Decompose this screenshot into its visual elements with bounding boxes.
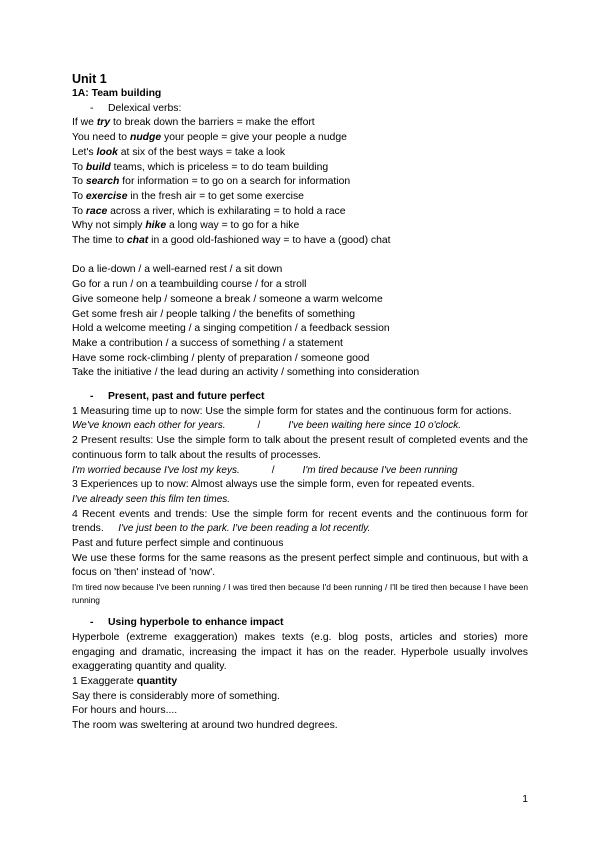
delexical-line: The time to chat in a good old-fashioned way = to have a (good) chat [72, 235, 391, 247]
collocation-line: Take the initiative / the lead during an activity / something into consideration [72, 367, 420, 379]
hyperbole-heading: - Using hyperbole to enhance impact [90, 617, 284, 629]
perfect-rule-4: 4 Recent events and trends: Use the simple form for recent events and the continuous form for trends. I've just been to the park. I've been reading a lot recently. [72, 508, 528, 535]
perfect-rule-1: 1 Measuring time up to now: Use the simple form for states and the continuous form for actions. [72, 405, 512, 417]
collocation-line: Go for a run / on a teambuilding course / for a stroll [72, 279, 307, 291]
section-heading-1a: 1A: Team building [72, 88, 162, 99]
hyperbole-line: For hours and hours.... [72, 705, 178, 717]
delexical-list [72, 116, 528, 248]
delexical-line: Why not simply hike a long way = to go for a hike [72, 220, 300, 232]
perfect-section [72, 405, 528, 607]
bullet-dash: - [90, 102, 94, 114]
perfect-example-2: I'm worried because I've lost my keys. / I'm tired because I've been running [72, 464, 458, 476]
hyperbole-line: Say there is considerably more of something. [72, 690, 280, 702]
perfect-example-3: I've already seen this film ten times. [72, 493, 231, 505]
collocation-line: Give someone help / someone a break / someone a warm welcome [72, 293, 383, 305]
perfect-subheading: Past and future perfect simple and continuous [72, 538, 284, 550]
delexical-heading-text: Delexical verbs: [108, 102, 182, 114]
perfect-example-4: I've just been to the park. I've been reading a lot recently. [118, 523, 371, 535]
delexical-line: Let's look at six of the best ways = take a look [72, 146, 286, 158]
hyperbole-section [72, 631, 528, 734]
hyperbole-line: The room was sweltering at around two hundred degrees. [72, 720, 338, 732]
perfect-rule-3: 3 Experiences up to now: Almost always use the simple form, even for repeated events. [72, 479, 475, 491]
collocation-line: Do a lie-down / a well-earned rest / a sit down [72, 264, 283, 276]
delexical-heading [72, 102, 528, 117]
delexical-line: To exercise in the fresh air = to get some exercise [72, 190, 304, 202]
collocation-line: Make a contribution / a success of something / a statement [72, 337, 343, 349]
delexical-line: You need to nudge your people = give your people a nudge [72, 132, 347, 144]
collocation-line: Have some rock-climbing / plenty of preparation / someone good [72, 352, 370, 364]
delexical-line: To race across a river, which is exhilarating = to hold a race [72, 205, 346, 217]
delexical-line: To build teams, which is priceless = to do team building [72, 161, 329, 173]
collocation-list [72, 263, 528, 381]
perfect-rule-2: 2 Present results: Use the simple form to talk about the present result of completed events and the continuous form to talk about the results of processes. [72, 435, 528, 461]
hyperbole-point-1: 1 Exaggerate quantity [72, 676, 178, 687]
unit-title: Unit 1 [72, 72, 107, 86]
page-content [72, 72, 528, 734]
page-number: 1 [522, 794, 528, 806]
delexical-line: To search for information = to go on a search for information [72, 176, 351, 188]
collocation-line: Hold a welcome meeting / a singing competition / a feedback session [72, 323, 390, 335]
delexical-line: If we try to break down the barriers = make the effort [72, 117, 315, 129]
perfect-rule-5: We use these forms for the same reasons as the present perfect simple and continuous, but with a focus on 'then' instead of 'now'. [72, 552, 528, 579]
perfect-example-5: I'm tired now because I've been running / I was tired then because I'd been running / I'll be tired then because I have been running [72, 582, 528, 606]
collocation-line: Get some fresh air / people talking / the benefits of something [72, 308, 356, 320]
perfect-example-1: We've known each other for years. / I've been waiting here since 10 o'clock. [72, 420, 462, 432]
perfect-heading: - Present, past and future perfect [90, 391, 265, 403]
hyperbole-intro: Hyperbole (extreme exaggeration) makes texts (e.g. blog posts, articles and stories) more engaging and dramatic, increasing the impact it has on the reader. Hyperbole usually involves exaggerating quantity and quality. [72, 631, 528, 673]
